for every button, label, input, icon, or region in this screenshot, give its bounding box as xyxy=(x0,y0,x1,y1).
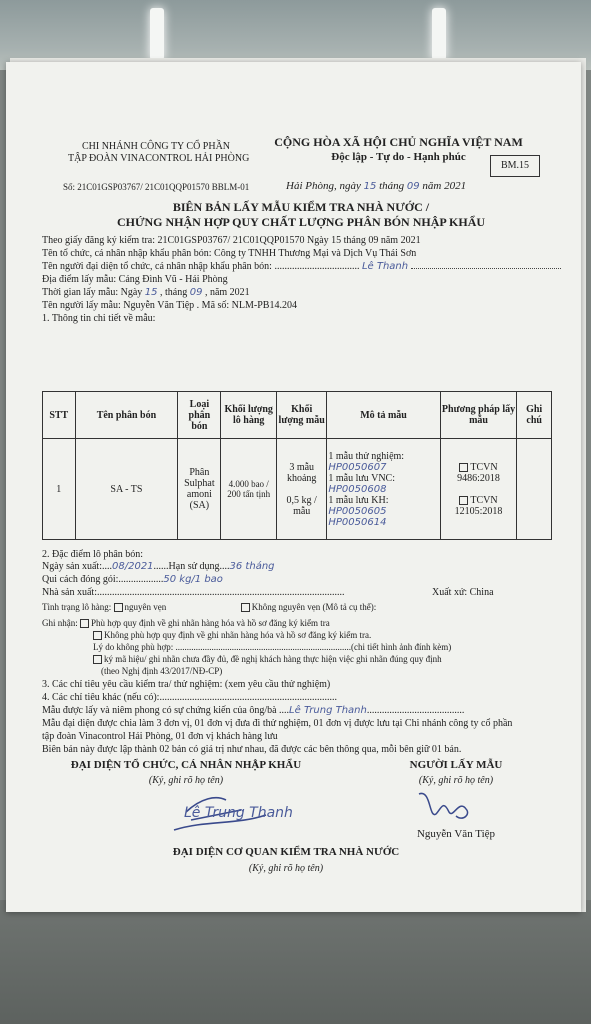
importer-signature-name: Lê Trung Thanh xyxy=(184,805,293,821)
sampler-info: Tên người lấy mẫu: Nguyễn Văn Tiệp . Mã số: NLM-PB14.204 xyxy=(42,300,297,311)
cell-sample-qty: 3 mẫu khoảng 0,5 kg / mẫu xyxy=(277,439,327,540)
importer-rep-hint: (Ký, ghi rõ họ tên) xyxy=(148,775,224,786)
note-3: ký mã hiệu/ ghi nhãn chưa đầy đủ, đề nghị khách hàng thực hiện việc ghi nhãn đúng quy định xyxy=(93,654,442,664)
ceiling-light xyxy=(432,8,446,60)
reg-info: Theo giấy đăng ký kiểm tra: 21C01GSP03767/ 21C01QQP01570 Ngày 15 tháng 09 năm 2021 xyxy=(42,235,421,246)
company-info: Tên tổ chức, cá nhân nhập khẩu phân bón: Công ty TNHH Thương Mại và Dịch Vụ Thái Sơn xyxy=(42,248,417,259)
place-date: Hải Phòng, ngày 15 tháng 09 năm 2021 xyxy=(286,180,467,192)
table-row xyxy=(43,439,552,540)
title-line-1: BIÊN BẢN LẤY MẪU KIỂM TRA NHÀ NƯỚC / xyxy=(172,200,430,214)
representative-info: Tên người đại diện tổ chức, cá nhân nhập khẩu phân bón: .................................. Lê Thanh xyxy=(42,261,561,272)
note-reason: Lý do không phù hợp: ..............................................................................(chi tiết hình ảnh đính kèm) xyxy=(93,642,452,652)
national-title: CỘNG HÒA XÃ HỘI CHỦ NGHĨA VIỆT NAM xyxy=(274,135,523,149)
cell-name: SA - TS xyxy=(75,439,178,540)
note-2: Không phù hợp quy định về ghi nhãn hàng hóa và hồ sơ đăng ký kiểm tra. xyxy=(93,630,371,640)
checkbox-icon xyxy=(459,496,468,505)
note-3-ref: (theo Nghị định 43/2017/NĐ-CP) xyxy=(101,666,223,676)
checkbox-icon xyxy=(459,463,468,472)
col-header: Tên phân bón xyxy=(75,392,178,439)
cell-method: TCVN 9486:2018 TCVN 12105:2018 xyxy=(440,439,517,540)
cell-type: Phân Sulphat amoni (SA) xyxy=(178,439,221,540)
packing: Qui cách đóng gói:..................50 kg/1 bao xyxy=(42,574,223,585)
checkbox-checked-icon xyxy=(80,619,89,628)
sampler-title: NGƯỜI LẤY MẪU xyxy=(409,759,503,771)
org-line-2: TẬP ĐOÀN VINACONTROL HẢI PHÒNG xyxy=(68,153,250,164)
cell-quantity: 4.000 bao / 200 tấn tịnh xyxy=(221,439,277,540)
sample-table xyxy=(42,391,552,540)
col-header: Phương pháp lấy mẫu xyxy=(440,392,517,439)
note-1: Ghi nhận: Phù hợp quy định về ghi nhãn hàng hóa và hồ sơ đăng ký kiểm tra xyxy=(42,618,330,628)
org-line-1: CHI NHÁNH CÔNG TY CỔ PHẦN xyxy=(81,141,231,152)
title-line-2: CHỨNG NHẬN HỢP QUY CHẤT LƯỢNG PHÂN BÓN NHẬP KHẨU xyxy=(116,215,486,229)
section-4: 4. Các chỉ tiêu khác (nếu có):....................................................................... xyxy=(42,692,337,703)
section-2-title: 2. Đặc điểm lô phân bón: xyxy=(42,549,144,560)
location-info: Địa điểm lấy mẫu: Cảng Đình Vũ - Hải Phòng xyxy=(42,274,228,285)
form-code: BM.15 xyxy=(490,155,540,177)
section-3: 3. Các chỉ tiêu yêu cầu kiểm tra/ thử nghiệm: (xem yêu cầu thử nghiệm) xyxy=(42,679,331,690)
authority-hint: (Ký, ghi rõ họ tên) xyxy=(248,863,324,874)
sampler-signature xyxy=(411,784,481,829)
closing: Biên bản này được lập thành 02 bản có giá trị như nhau, đã được các bên thông qua, mỗi bên giữ 01 bản. xyxy=(42,744,462,755)
witness: Mẫu được lấy và niêm phong có sự chứng kiến của ông/bà ....Lê Trung Thanh....................................... xyxy=(42,705,465,716)
col-header: Khối lượng lô hàng xyxy=(221,392,277,439)
sampler-hint: (Ký, ghi rõ họ tên) xyxy=(418,775,494,786)
col-header: Khối lượng mẫu xyxy=(277,392,327,439)
section-1-title: 1. Thông tin chi tiết về mẫu: xyxy=(42,313,156,324)
manufacturer: Nhà sản xuất:................................................................................................... Xuất xứ: China xyxy=(42,587,494,598)
checkbox-icon xyxy=(93,655,102,664)
checkbox-icon xyxy=(241,603,250,612)
col-header: STT xyxy=(43,392,76,439)
sampling-time: Thời gian lấy mẫu: Ngày 15 , tháng 09 , năm 2021 xyxy=(42,287,250,298)
split-info-1: Mẫu đại diện được chia làm 3 đơn vị, 01 đơn vị đưa đi thử nghiệm, 01 đơn vị được lưu tại Chi nhánh công ty cổ phần xyxy=(42,718,513,729)
checkbox-checked-icon xyxy=(114,603,123,612)
cell-note xyxy=(517,439,552,540)
col-header: Mô tả mẫu xyxy=(327,392,440,439)
national-motto: Độc lập - Tự do - Hạnh phúc xyxy=(331,151,466,163)
doc-number: Số: 21C01GSP03767/ 21C01QQP01570 BBLM-01 xyxy=(63,182,250,192)
split-info-2: tập đoàn Vinacontrol Hải Phòng, 01 đơn vị khách hàng lưu xyxy=(42,731,278,742)
sampler-name: Nguyễn Văn Tiệp xyxy=(416,828,496,840)
col-header: Ghi chú xyxy=(517,392,552,439)
checkbox-icon xyxy=(93,631,102,640)
ceiling-light xyxy=(150,8,164,60)
cell-sample-desc: 1 mẫu thử nghiệm: HP0050607 1 mẫu lưu VNC: HP0050608 1 mẫu lưu KH: HP0050605 HP0050614 xyxy=(327,439,440,540)
lot-status: Tình trạng lô hàng: nguyên vẹn Không nguyên vẹn (Mô tả cụ thể): xyxy=(42,602,377,612)
importer-rep-title: ĐẠI DIỆN TỔ CHỨC, CÁ NHÂN NHẬP KHẨU xyxy=(70,759,302,771)
production-date: Ngày sản xuất:....08/2021......Hạn sử dụng....36 tháng xyxy=(42,561,275,572)
table-header-row xyxy=(43,392,552,439)
cell-stt: 1 xyxy=(43,439,76,540)
authority-title: ĐẠI DIỆN CƠ QUAN KIỂM TRA NHÀ NƯỚC xyxy=(172,846,400,858)
document-page xyxy=(6,62,581,912)
background-floor xyxy=(0,900,591,1024)
col-header: Loại phân bón xyxy=(178,392,221,439)
